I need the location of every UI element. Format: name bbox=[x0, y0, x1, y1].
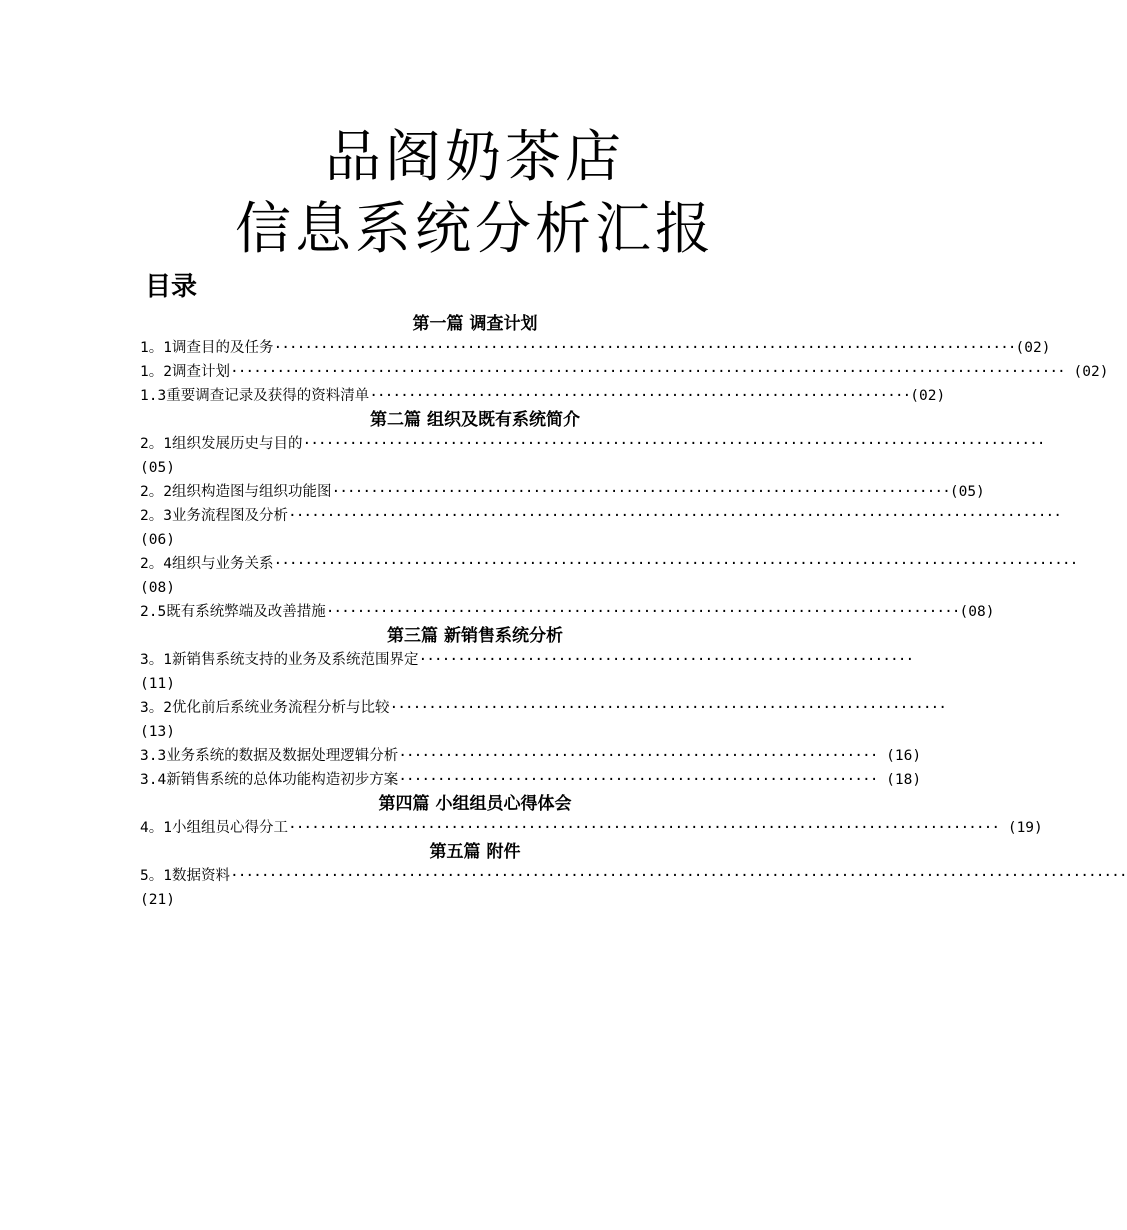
toc-leader-dots: ···································································································· bbox=[287, 508, 1061, 524]
table-of-contents bbox=[140, 312, 1127, 912]
toc-page-number: (18) bbox=[877, 772, 922, 788]
toc-entry[interactable] bbox=[140, 600, 995, 624]
toc-leader-dots: ········································································································ bbox=[273, 556, 1078, 572]
toc-leader-dots: ············································································································ bbox=[229, 364, 1065, 380]
toc-entry[interactable] bbox=[140, 552, 1078, 576]
toc-entry-page-line bbox=[140, 672, 810, 696]
toc-page-number: (16) bbox=[877, 748, 922, 764]
toc-section-heading: 第一篇 调查计划 bbox=[412, 314, 538, 334]
toc-entry-label: 2。4组织与业务关系 bbox=[140, 556, 274, 572]
toc-leader-dots: ···················································································································· bbox=[229, 868, 1127, 884]
toc-page-number: (02) bbox=[910, 388, 946, 404]
toc-leader-dots: ······································································ bbox=[369, 388, 911, 404]
toc-entry-label: 3。1新销售系统支持的业务及系统范围界定 bbox=[140, 652, 419, 668]
toc-page-number: (11) bbox=[140, 676, 175, 692]
toc-entry[interactable] bbox=[140, 768, 922, 792]
toc-page-number: (13) bbox=[140, 724, 175, 740]
toc-entry[interactable] bbox=[140, 384, 946, 408]
toc-entry-page-line bbox=[140, 720, 810, 744]
toc-heading: 目录 bbox=[145, 272, 198, 302]
toc-entry[interactable] bbox=[140, 696, 947, 720]
toc-page-number: (05) bbox=[140, 460, 175, 476]
toc-entry[interactable] bbox=[140, 336, 1051, 360]
toc-page-number: (08) bbox=[140, 580, 175, 596]
toc-entry-label: 4。1小组组员心得分工 bbox=[140, 820, 288, 836]
toc-entry[interactable] bbox=[140, 864, 1127, 888]
toc-entry-label: 3.3业务系统的数据及数据处理逻辑分析 bbox=[140, 748, 399, 764]
toc-entry-label: 1。1调查目的及任务 bbox=[140, 340, 274, 356]
toc-section-heading: 第四篇 小组组员心得体会 bbox=[378, 794, 572, 814]
toc-leader-dots: ······························································ bbox=[398, 748, 878, 764]
toc-page-number: (02) bbox=[1015, 340, 1051, 356]
document-title-line1: 品阁奶茶店 bbox=[325, 125, 625, 190]
toc-entry-page-line bbox=[140, 888, 810, 912]
toc-section-heading: 第三篇 新销售系统分析 bbox=[387, 626, 563, 646]
toc-entry[interactable] bbox=[140, 744, 922, 768]
toc-page-number: (02) bbox=[1064, 364, 1109, 380]
toc-page-number: (05) bbox=[949, 484, 985, 500]
toc-entry-page-line bbox=[140, 576, 810, 600]
toc-leader-dots: ······························································ bbox=[398, 772, 878, 788]
toc-leader-dots: ················································································ bbox=[331, 484, 950, 500]
toc-entry-label: 1。2调查计划 bbox=[140, 364, 230, 380]
toc-entry-label: 1.3重要调查记录及获得的资料清单 bbox=[140, 388, 370, 404]
toc-entry-label: 2。1组织发展历史与目的 bbox=[140, 436, 303, 452]
toc-leader-dots: ···························································································· bbox=[287, 820, 1000, 836]
toc-entry-label: 2.5既有系统弊端及改善措施 bbox=[140, 604, 326, 620]
toc-entry-label: 5。1数据资料 bbox=[140, 868, 230, 884]
toc-entry-page-line bbox=[140, 528, 810, 552]
toc-section-heading: 第五篇 附件 bbox=[429, 842, 521, 862]
toc-page-number: (19) bbox=[999, 820, 1043, 836]
toc-entry[interactable] bbox=[140, 816, 1043, 840]
toc-leader-dots: ································································································ bbox=[302, 436, 1045, 452]
toc-entry[interactable] bbox=[140, 360, 1109, 384]
toc-leader-dots: ········································································ bbox=[389, 700, 947, 716]
toc-entry-page-line bbox=[140, 456, 810, 480]
toc-entry[interactable] bbox=[140, 432, 1045, 456]
toc-page-number: (08) bbox=[959, 604, 995, 620]
toc-entry-label: 3。2优化前后系统业务流程分析与比较 bbox=[140, 700, 390, 716]
toc-leader-dots: ································································································ bbox=[273, 340, 1016, 356]
toc-page-number: (06) bbox=[140, 532, 175, 548]
toc-entry[interactable] bbox=[140, 648, 914, 672]
toc-entry[interactable] bbox=[140, 504, 1061, 528]
toc-leader-dots: ·················································································· bbox=[325, 604, 960, 620]
toc-entry-label: 2。3业务流程图及分析 bbox=[140, 508, 288, 524]
toc-entry-label: 3.4新销售系统的总体功能构造初步方案 bbox=[140, 772, 399, 788]
toc-section-heading: 第二篇 组织及既有系统简介 bbox=[370, 410, 580, 430]
toc-page-number: (21) bbox=[140, 892, 175, 908]
toc-leader-dots: ································································ bbox=[418, 652, 914, 668]
document-title-line2: 信息系统分析汇报 bbox=[235, 197, 715, 262]
toc-entry[interactable] bbox=[140, 480, 985, 504]
toc-entry-label: 2。2组织构造图与组织功能图 bbox=[140, 484, 332, 500]
